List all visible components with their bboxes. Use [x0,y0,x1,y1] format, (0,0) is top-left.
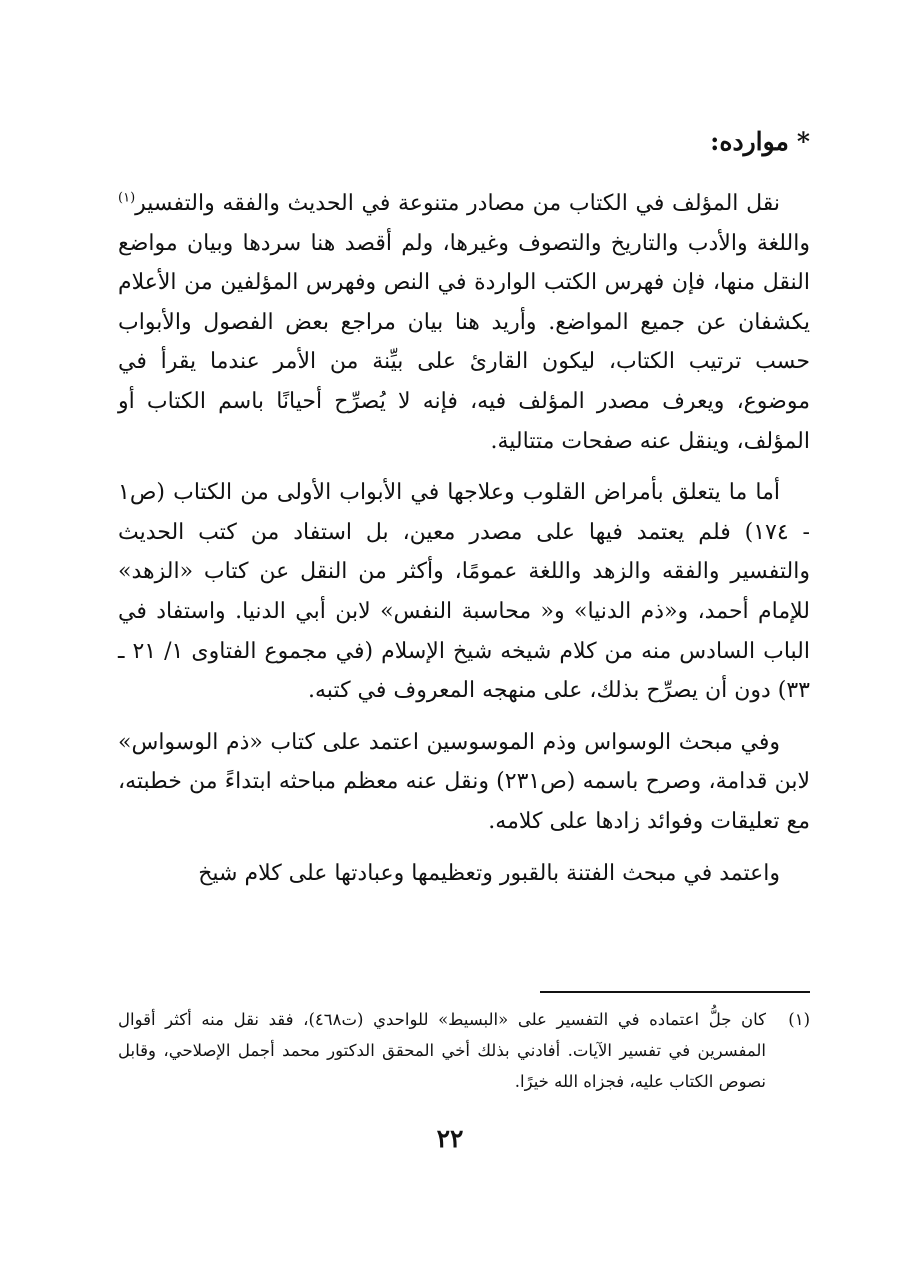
page-number: ٢٢ [436,1124,464,1153]
paragraph-text-after-ref: واللغة والأدب والتاريخ والتصوف وغيرها، ولم أقصد هنا سردها وبيان مواضع النقل منها، فإن فهرس الكتب الواردة في النص وفهرس المؤلفين من الأعلام يكشفان عن جميع المواضع. وأريد هنا بيان مراجع بعض الفصول والأبواب حسب ترتيب الكتاب، ليكون القارئ على بيِّنة من الأمر عندما يقرأ في موضوع، ويعرف مصدر المؤلف فيه، فإنه لا يُصرِّح أحيانًا باسم الكتاب أو المؤلف، وينقل عنه صفحات متتالية. [118,230,810,454]
paragraph-text-before-ref: نقل المؤلف في الكتاب من مصادر متنوعة في الحديث والفقه والتفسير [135,191,780,216]
footnote-text: كان جلُّ اعتماده في التفسير على «البسيط» للواحدي (ت٤٦٨)، فقد نقل منه أكثر أقوال المفسرين في تفسير الآيات. أفادني بذلك أخي المحقق الدكتور محمد أجمل الإصلاحي، وقابل نصوص الكتاب عليه، فجزاه الله خيرًا. [118,1010,767,1091]
heading-star-icon: * [796,127,810,156]
paragraph-waswas: وفي مبحث الوسواس وذم الموسوسين اعتمد على كتاب «ذم الوسواس» لابن قدامة، وصرح باسمه (ص٢٣١) ونقل عنه معظم مباحثه ابتداءً من خطبته، مع تعليقات وفوائد زادها على كلامه. [118,729,810,834]
main-text-block [118,120,810,905]
footnote-divider [540,991,810,993]
footnote-number: (١) [788,1010,810,1029]
footnote-reference: (١) [118,190,136,206]
section-heading [118,120,810,164]
paragraph-hearts-diseases: أما ما يتعلق بأمراض القلوب وعلاجها في الأبواب الأولى من الكتاب (ص١ - ١٧٤) فلم يعتمد فيها على مصدر معين، بل استفاد من كتب الحديث والتفسير والفقه والزهد واللغة عمومًا، وأكثر من النقل عن كتاب «الزهد» للإمام أحمد، و«ذم الدنيا» و« محاسبة النفس» لابن أبي الدنيا. واستفاد في الباب السادس منه من كلام شيخه شيخ الإسلام (في مجموع الفتاوى ١/ ٢١ ـ ٣٣) دون أن يصرِّح بذلك، على منهجه المعروف في كتبه. [118,480,810,704]
footnotes-section [118,1004,810,1097]
heading-title: موارده: [710,127,789,156]
footnote-item [118,1004,810,1097]
paragraph-sources-intro [118,184,810,461]
paragraph-graves-fitna: واعتمد في مبحث الفتنة بالقبور وتعظيمها وعبادتها على كلام شيخ [198,860,780,886]
